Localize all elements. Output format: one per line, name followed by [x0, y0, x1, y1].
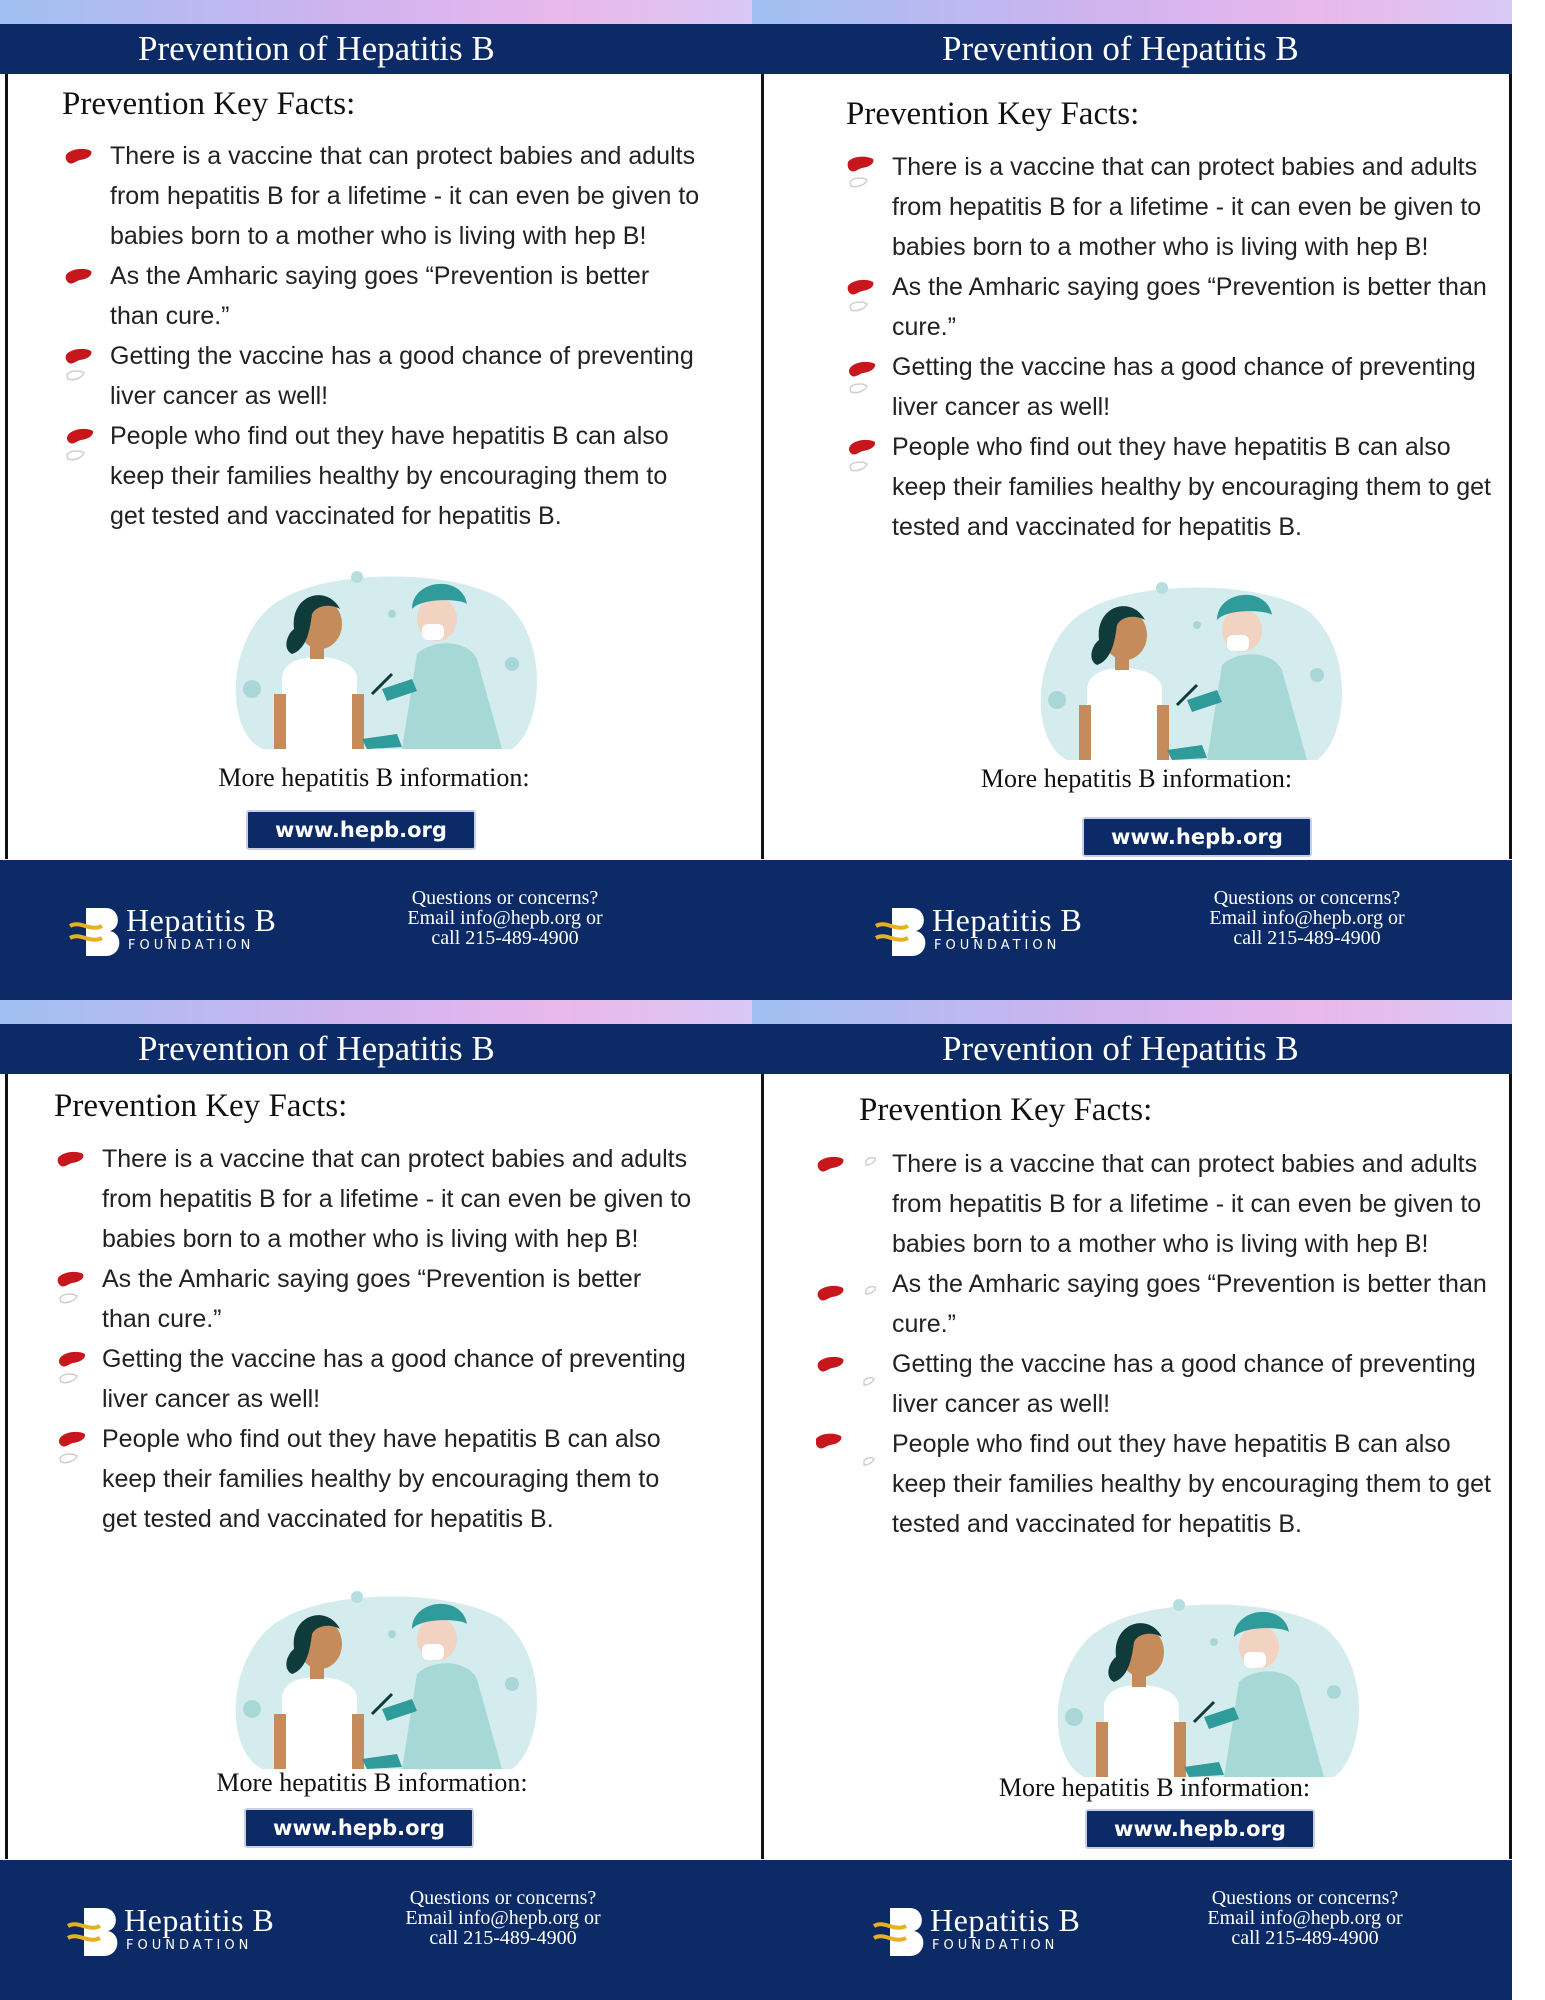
- fact-item: [816, 1424, 1496, 1544]
- fact-text: As the Amharic saying goes “Prevention is better than cure.”: [892, 273, 1487, 341]
- contact-line: call 215-489-4900: [431, 927, 579, 949]
- fact-text: Getting the vaccine has a good chance of preventing liver cancer as well!: [892, 353, 1476, 421]
- flyer-card: [0, 1000, 760, 2000]
- contact-line: Email info@hepb.org or: [1207, 1907, 1403, 1929]
- contact-line: Questions or concerns?: [1213, 887, 1401, 909]
- hepatitis-b-foundation-logo: [66, 1900, 296, 1960]
- fact-item: [64, 416, 704, 536]
- facts-list: [846, 147, 1496, 547]
- fact-item: [816, 1144, 1496, 1264]
- fact-item: [846, 267, 1496, 347]
- footer: [752, 860, 1512, 1000]
- more-info-label: More hepatitis B information:: [980, 764, 1293, 793]
- contact-line: Email info@hepb.org or: [405, 1907, 601, 1929]
- liver-icon: [64, 265, 94, 305]
- fact-item: [846, 347, 1496, 427]
- flyer-card: [752, 0, 1512, 1000]
- contact-line: Questions or concerns?: [1211, 1887, 1399, 1909]
- contact-line: Email info@hepb.org or: [407, 907, 603, 929]
- logo-name: Hepatitis B: [124, 1902, 275, 1938]
- facts-list: [64, 136, 704, 536]
- fact-item: [56, 1259, 696, 1339]
- hepatitis-b-foundation-logo: [874, 900, 1104, 960]
- liver-icon: [846, 436, 876, 476]
- fact-item: [816, 1344, 1496, 1424]
- card-title: Prevention of Hepatitis B: [752, 24, 1512, 74]
- vaccination-illustration: [222, 569, 542, 749]
- content-frame: [761, 74, 1512, 859]
- website-link-button[interactable]: www.hepb.org: [246, 810, 476, 850]
- hepatitis-b-foundation-logo: [68, 900, 298, 960]
- liver-icon: [56, 1348, 86, 1388]
- fact-text: There is a vaccine that can protect babies and adults from hepatitis B for a lifetime - it can even be given to babies born to a mother who is living with hep B!: [110, 142, 700, 250]
- fact-text: There is a vaccine that can protect babies and adults from hepatitis B for a lifetime - it can even be given to babies born to a mother who is living with hep B!: [892, 153, 1482, 261]
- card-title: Prevention of Hepatitis B: [0, 24, 760, 74]
- logo-mark-icon: [66, 1906, 122, 1958]
- contact-line: call 215-489-4900: [1231, 1927, 1379, 1949]
- fact-text: People who find out they have hepatitis B can also keep their families healthy by encouraging them to get tested and vaccinated for hepatitis B.: [892, 433, 1491, 541]
- contact-info: [380, 888, 630, 948]
- vaccination-illustration: [1044, 1597, 1364, 1777]
- footer: [0, 860, 760, 1000]
- liver-icon: [816, 1433, 876, 1473]
- gradient-strip: [0, 1000, 760, 1024]
- flyer-card: [752, 1000, 1512, 2000]
- logo-subtitle: FOUNDATION: [126, 1938, 253, 1953]
- logo-mark-icon: [872, 1906, 928, 1958]
- gradient-strip: [0, 0, 760, 24]
- fact-text: People who find out they have hepatitis B can also keep their families healthy by encouraging them to get tested and vaccinated for hepatitis B.: [110, 422, 669, 530]
- footer: [0, 1860, 760, 2000]
- facts-list: [816, 1144, 1496, 1544]
- facts-heading: Prevention Key Facts:: [54, 1088, 348, 1124]
- contact-info: [1180, 1888, 1430, 1948]
- gradient-strip: [752, 0, 1512, 24]
- contact-info: [378, 1888, 628, 1948]
- fact-text: Getting the vaccine has a good chance of preventing liver cancer as well!: [110, 342, 694, 410]
- fact-item: [816, 1264, 1496, 1344]
- logo-name: Hepatitis B: [932, 902, 1083, 938]
- logo-mark-icon: [874, 906, 930, 958]
- liver-icon: [56, 1268, 86, 1308]
- liver-icon: [56, 1148, 86, 1188]
- fact-item: [64, 136, 704, 256]
- fact-item: [846, 427, 1496, 547]
- liver-icon: [64, 425, 94, 465]
- fact-text: People who find out they have hepatitis B can also keep their families healthy by encouraging them to get tested and vaccinated for hepatitis B.: [102, 1425, 661, 1533]
- contact-line: Questions or concerns?: [411, 887, 599, 909]
- contact-line: call 215-489-4900: [1233, 927, 1381, 949]
- fact-text: Getting the vaccine has a good chance of preventing liver cancer as well!: [892, 1350, 1476, 1418]
- contact-line: Questions or concerns?: [409, 1887, 597, 1909]
- website-link-button[interactable]: www.hepb.org: [244, 1808, 474, 1848]
- fact-item: [56, 1339, 696, 1419]
- fact-text: As the Amharic saying goes “Prevention is better than cure.”: [892, 1270, 1487, 1338]
- content-frame: [5, 1074, 755, 1859]
- facts-heading: Prevention Key Facts:: [846, 96, 1140, 132]
- liver-icon: [846, 156, 876, 196]
- liver-icon: [846, 356, 876, 396]
- content-frame: [761, 1074, 1512, 1859]
- fact-text: Getting the vaccine has a good chance of preventing liver cancer as well!: [102, 1345, 686, 1413]
- fact-item: [56, 1419, 696, 1539]
- facts-heading: Prevention Key Facts:: [62, 86, 356, 122]
- logo-subtitle: FOUNDATION: [934, 938, 1061, 953]
- vaccination-illustration: [1027, 580, 1347, 760]
- liver-icon: [816, 1282, 876, 1322]
- website-link-button[interactable]: www.hepb.org: [1082, 817, 1312, 857]
- fact-item: [56, 1139, 696, 1259]
- more-info-label: More hepatitis B information:: [998, 1773, 1311, 1802]
- contact-line: call 215-489-4900: [429, 1927, 577, 1949]
- logo-subtitle: FOUNDATION: [128, 938, 255, 953]
- liver-icon: [816, 1153, 876, 1193]
- fact-item: [64, 256, 704, 336]
- logo-mark-icon: [68, 906, 124, 958]
- fact-item: [64, 336, 704, 416]
- contact-line: Email info@hepb.org or: [1209, 907, 1405, 929]
- liver-icon: [56, 1428, 86, 1468]
- card-title: Prevention of Hepatitis B: [752, 1024, 1512, 1074]
- liver-icon: [846, 276, 876, 316]
- logo-name: Hepatitis B: [126, 902, 277, 938]
- logo-subtitle: FOUNDATION: [932, 1938, 1059, 1953]
- gradient-strip: [752, 1000, 1512, 1024]
- fact-text: There is a vaccine that can protect babies and adults from hepatitis B for a lifetime - it can even be given to babies born to a mother who is living with hep B!: [102, 1145, 692, 1253]
- footer: [752, 1860, 1512, 2000]
- liver-icon: [816, 1353, 876, 1393]
- liver-icon: [64, 345, 94, 385]
- fact-text: People who find out they have hepatitis B can also keep their families healthy by encouraging them to get tested and vaccinated for hepatitis B.: [892, 1430, 1491, 1538]
- fact-item: [846, 147, 1496, 267]
- facts-list: [56, 1139, 696, 1539]
- hepatitis-b-foundation-logo: [872, 1900, 1102, 1960]
- fact-text: There is a vaccine that can protect babies and adults from hepatitis B for a lifetime - it can even be given to babies born to a mother who is living with hep B!: [892, 1150, 1482, 1258]
- vaccination-illustration: [222, 1589, 542, 1769]
- logo-name: Hepatitis B: [930, 1902, 1081, 1938]
- facts-heading: Prevention Key Facts:: [859, 1092, 1153, 1128]
- contact-info: [1182, 888, 1432, 948]
- more-info-label: More hepatitis B information:: [218, 763, 530, 792]
- content-frame: [5, 74, 755, 859]
- liver-icon: [64, 145, 94, 185]
- fact-text: As the Amharic saying goes “Prevention is better than cure.”: [102, 1265, 642, 1333]
- card-title: Prevention of Hepatitis B: [0, 1024, 760, 1074]
- flyer-card: [0, 0, 760, 1000]
- more-info-label: More hepatitis B information:: [216, 1768, 528, 1797]
- fact-text: As the Amharic saying goes “Prevention is better than cure.”: [110, 262, 650, 330]
- website-link-button[interactable]: www.hepb.org: [1085, 1809, 1315, 1849]
